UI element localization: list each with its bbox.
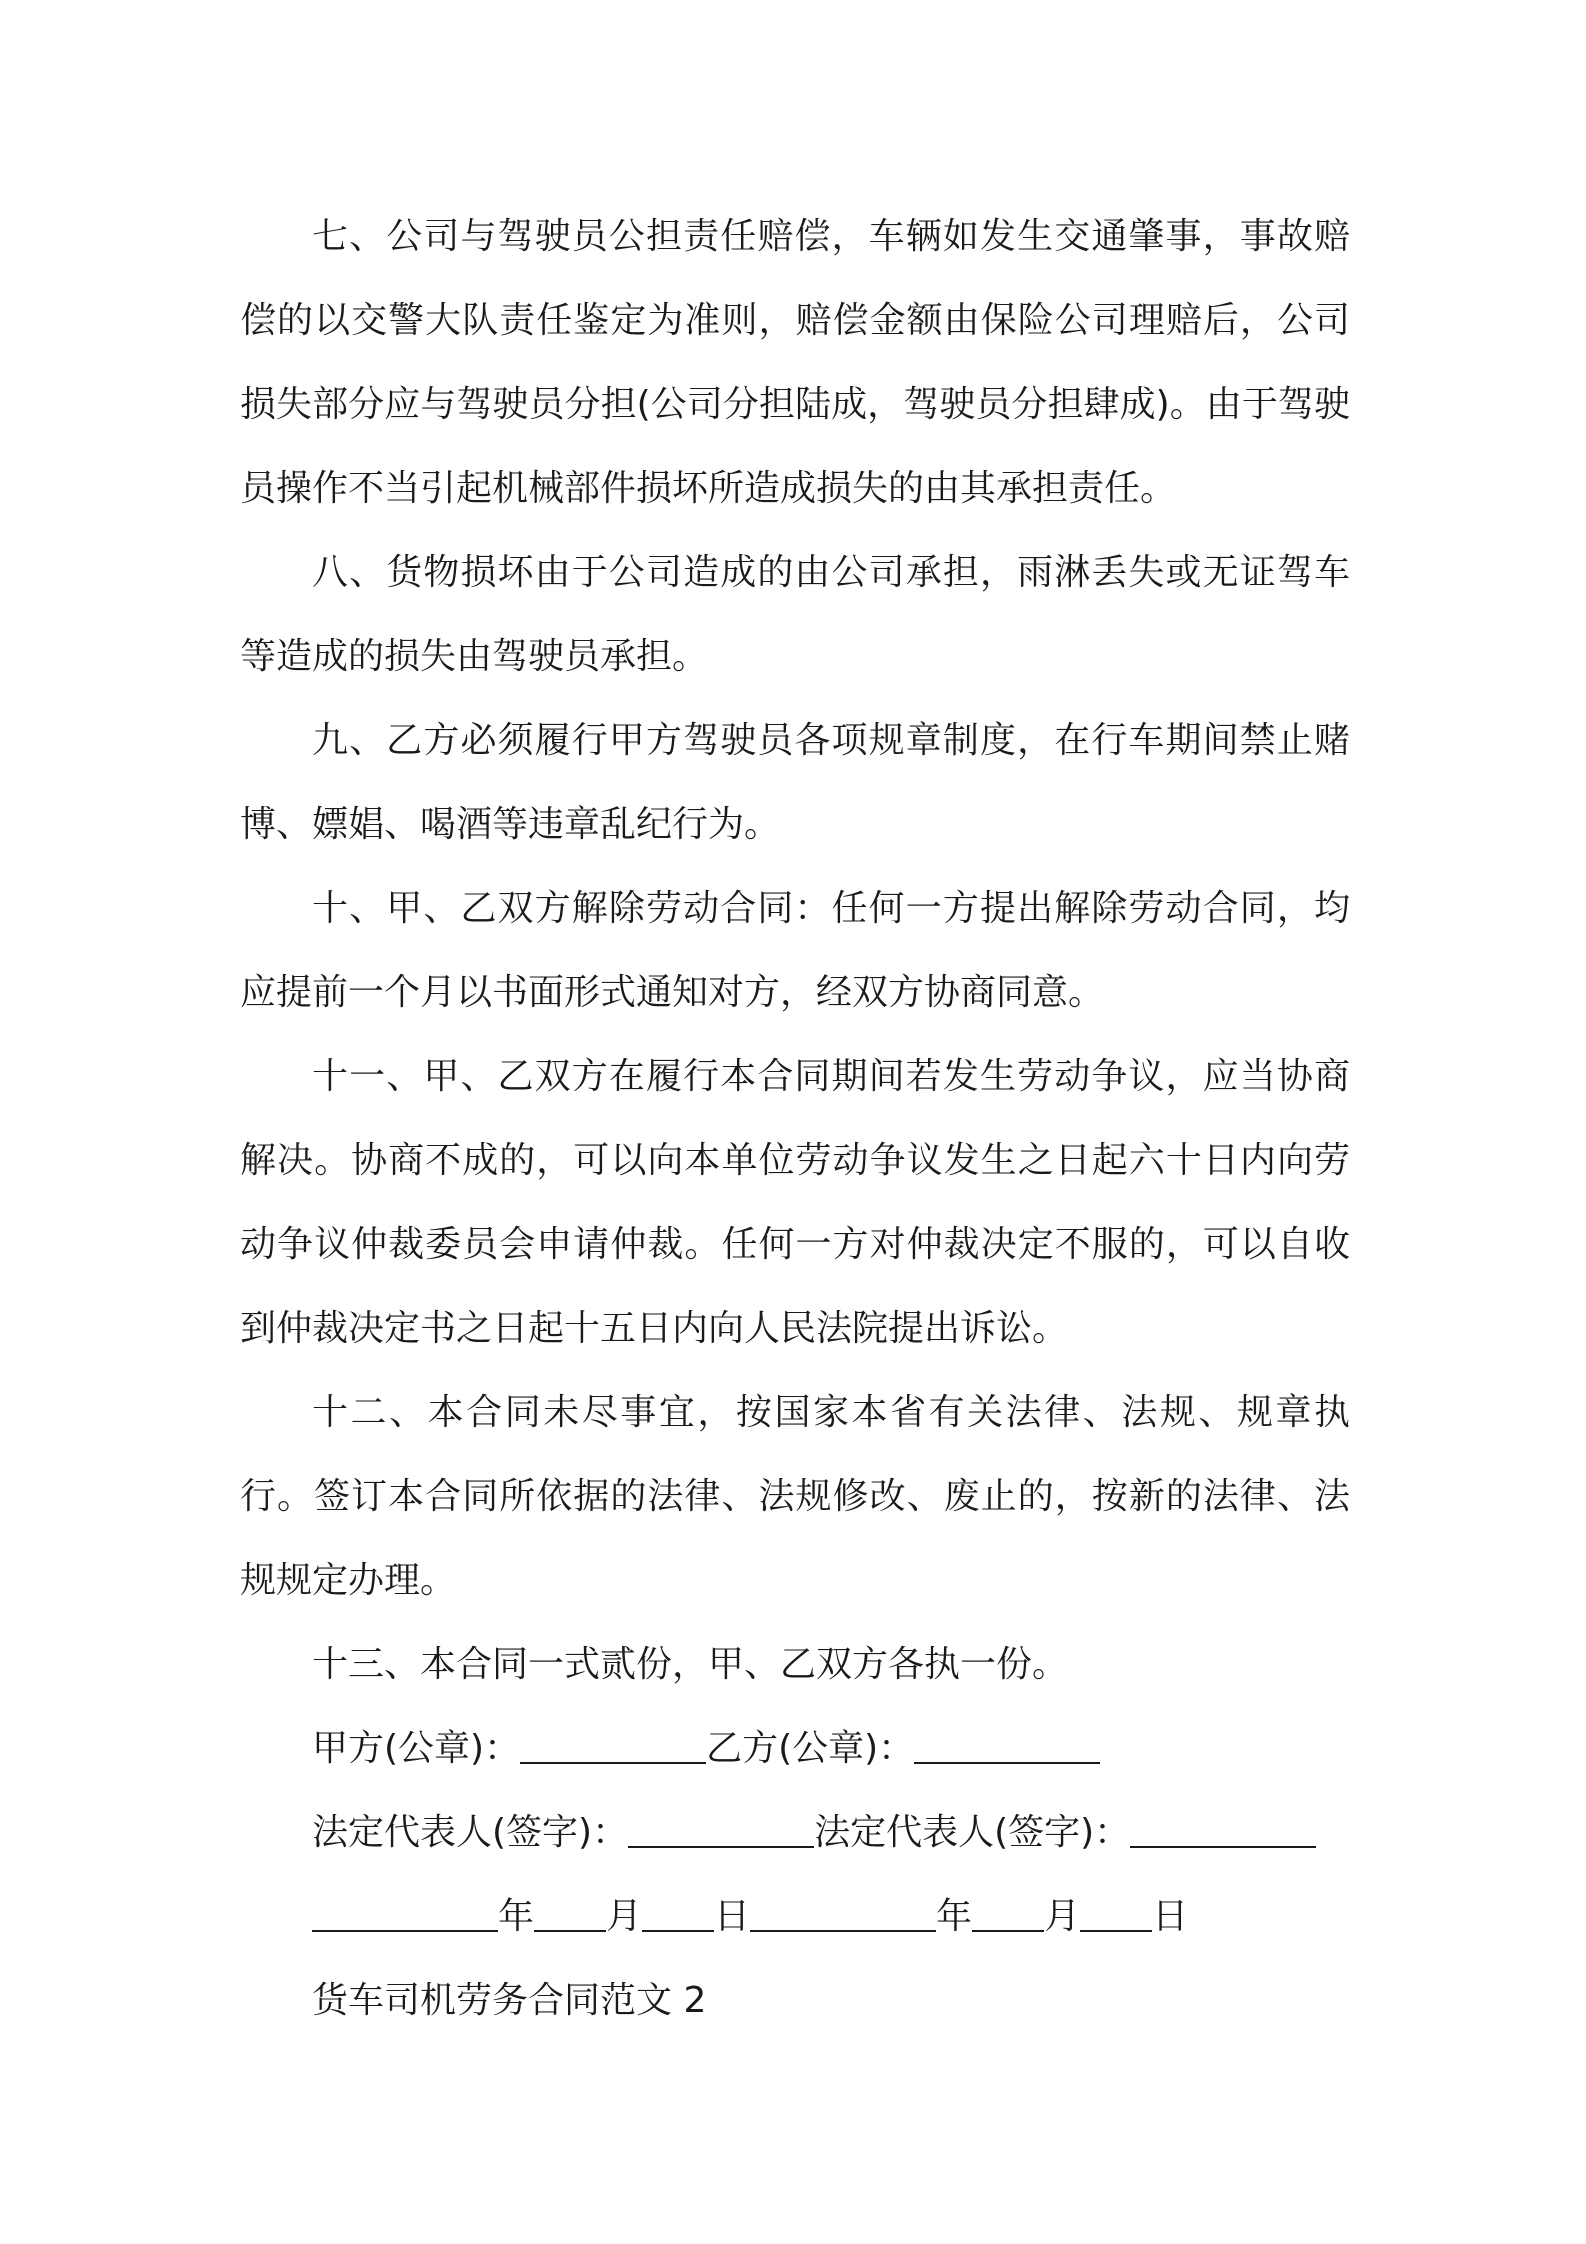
- month-label-b: 月: [1044, 1896, 1081, 1937]
- seal-line: [240, 1707, 1350, 1791]
- day-label-b: 日: [1152, 1896, 1189, 1937]
- party-b-day-blank[interactable]: [1080, 1900, 1152, 1932]
- clause-12: 十二、本合同未尽事宜，按国家本省有关法律、法规、规章执行。签订本合同所依据的法律、法规修改、废止的，按新的法律、法规规定办理。: [240, 1392, 1350, 1601]
- clause-7: 七、公司与驾驶员公担责任赔偿，车辆如发生交通肇事，事故赔偿的以交警大队责任鉴定为准则，赔偿金额由保险公司理赔后，公司损失部分应与驾驶员分担(公司分担陆成，驾驶员分担肆成)。由于驾驶员操作不当引起机械部件损坏所造成损失的由其承担责任。: [240, 216, 1350, 509]
- party-b-rep-label: 法定代表人(签字)：: [814, 1812, 1131, 1853]
- representative-line: [240, 1791, 1350, 1875]
- clause-8: 八、货物损坏由于公司造成的由公司承担，雨淋丢失或无证驾车等造成的损失由驾驶员承担。: [240, 552, 1350, 677]
- party-a-rep-blank[interactable]: [628, 1816, 814, 1848]
- party-a-day-blank[interactable]: [642, 1900, 714, 1932]
- year-label-a: 年: [498, 1896, 535, 1937]
- day-label-a: 日: [714, 1896, 751, 1937]
- next-section-heading: 货车司机劳务合同范文 2: [312, 1980, 707, 2021]
- year-label-b: 年: [936, 1896, 973, 1937]
- party-a-seal-label: 甲方(公章)：: [312, 1728, 521, 1769]
- document-body: [240, 195, 1350, 2043]
- month-label-a: 月: [606, 1896, 643, 1937]
- party-b-month-blank[interactable]: [972, 1900, 1044, 1932]
- party-b-rep-blank[interactable]: [1130, 1816, 1316, 1848]
- date-line: [240, 1875, 1350, 1959]
- party-b-year-blank[interactable]: [750, 1900, 936, 1932]
- clause-13: 十三、本合同一式贰份，甲、乙双方各执一份。: [312, 1644, 1069, 1685]
- party-b-seal-label: 乙方(公章)：: [706, 1728, 915, 1769]
- clause-11: 十一、甲、乙双方在履行本合同期间若发生劳动争议，应当协商解决。协商不成的，可以向本单位劳动争议发生之日起六十日内向劳动争议仲裁委员会申请仲裁。任何一方对仲裁决定不服的，可以自收到仲裁决定书之日起十五日内向人民法院提出诉讼。: [240, 1056, 1350, 1349]
- clause-10: 十、甲、乙双方解除劳动合同：任何一方提出解除劳动合同，均应提前一个月以书面形式通知对方，经双方协商同意。: [240, 888, 1350, 1013]
- party-b-seal-blank[interactable]: [914, 1732, 1100, 1764]
- party-a-month-blank[interactable]: [534, 1900, 606, 1932]
- clause-9: 九、乙方必须履行甲方驾驶员各项规章制度，在行车期间禁止赌博、嫖娼、喝酒等违章乱纪行为。: [240, 720, 1350, 845]
- party-a-seal-blank[interactable]: [520, 1732, 706, 1764]
- party-a-rep-label: 法定代表人(签字)：: [312, 1812, 629, 1853]
- party-a-year-blank[interactable]: [312, 1900, 498, 1932]
